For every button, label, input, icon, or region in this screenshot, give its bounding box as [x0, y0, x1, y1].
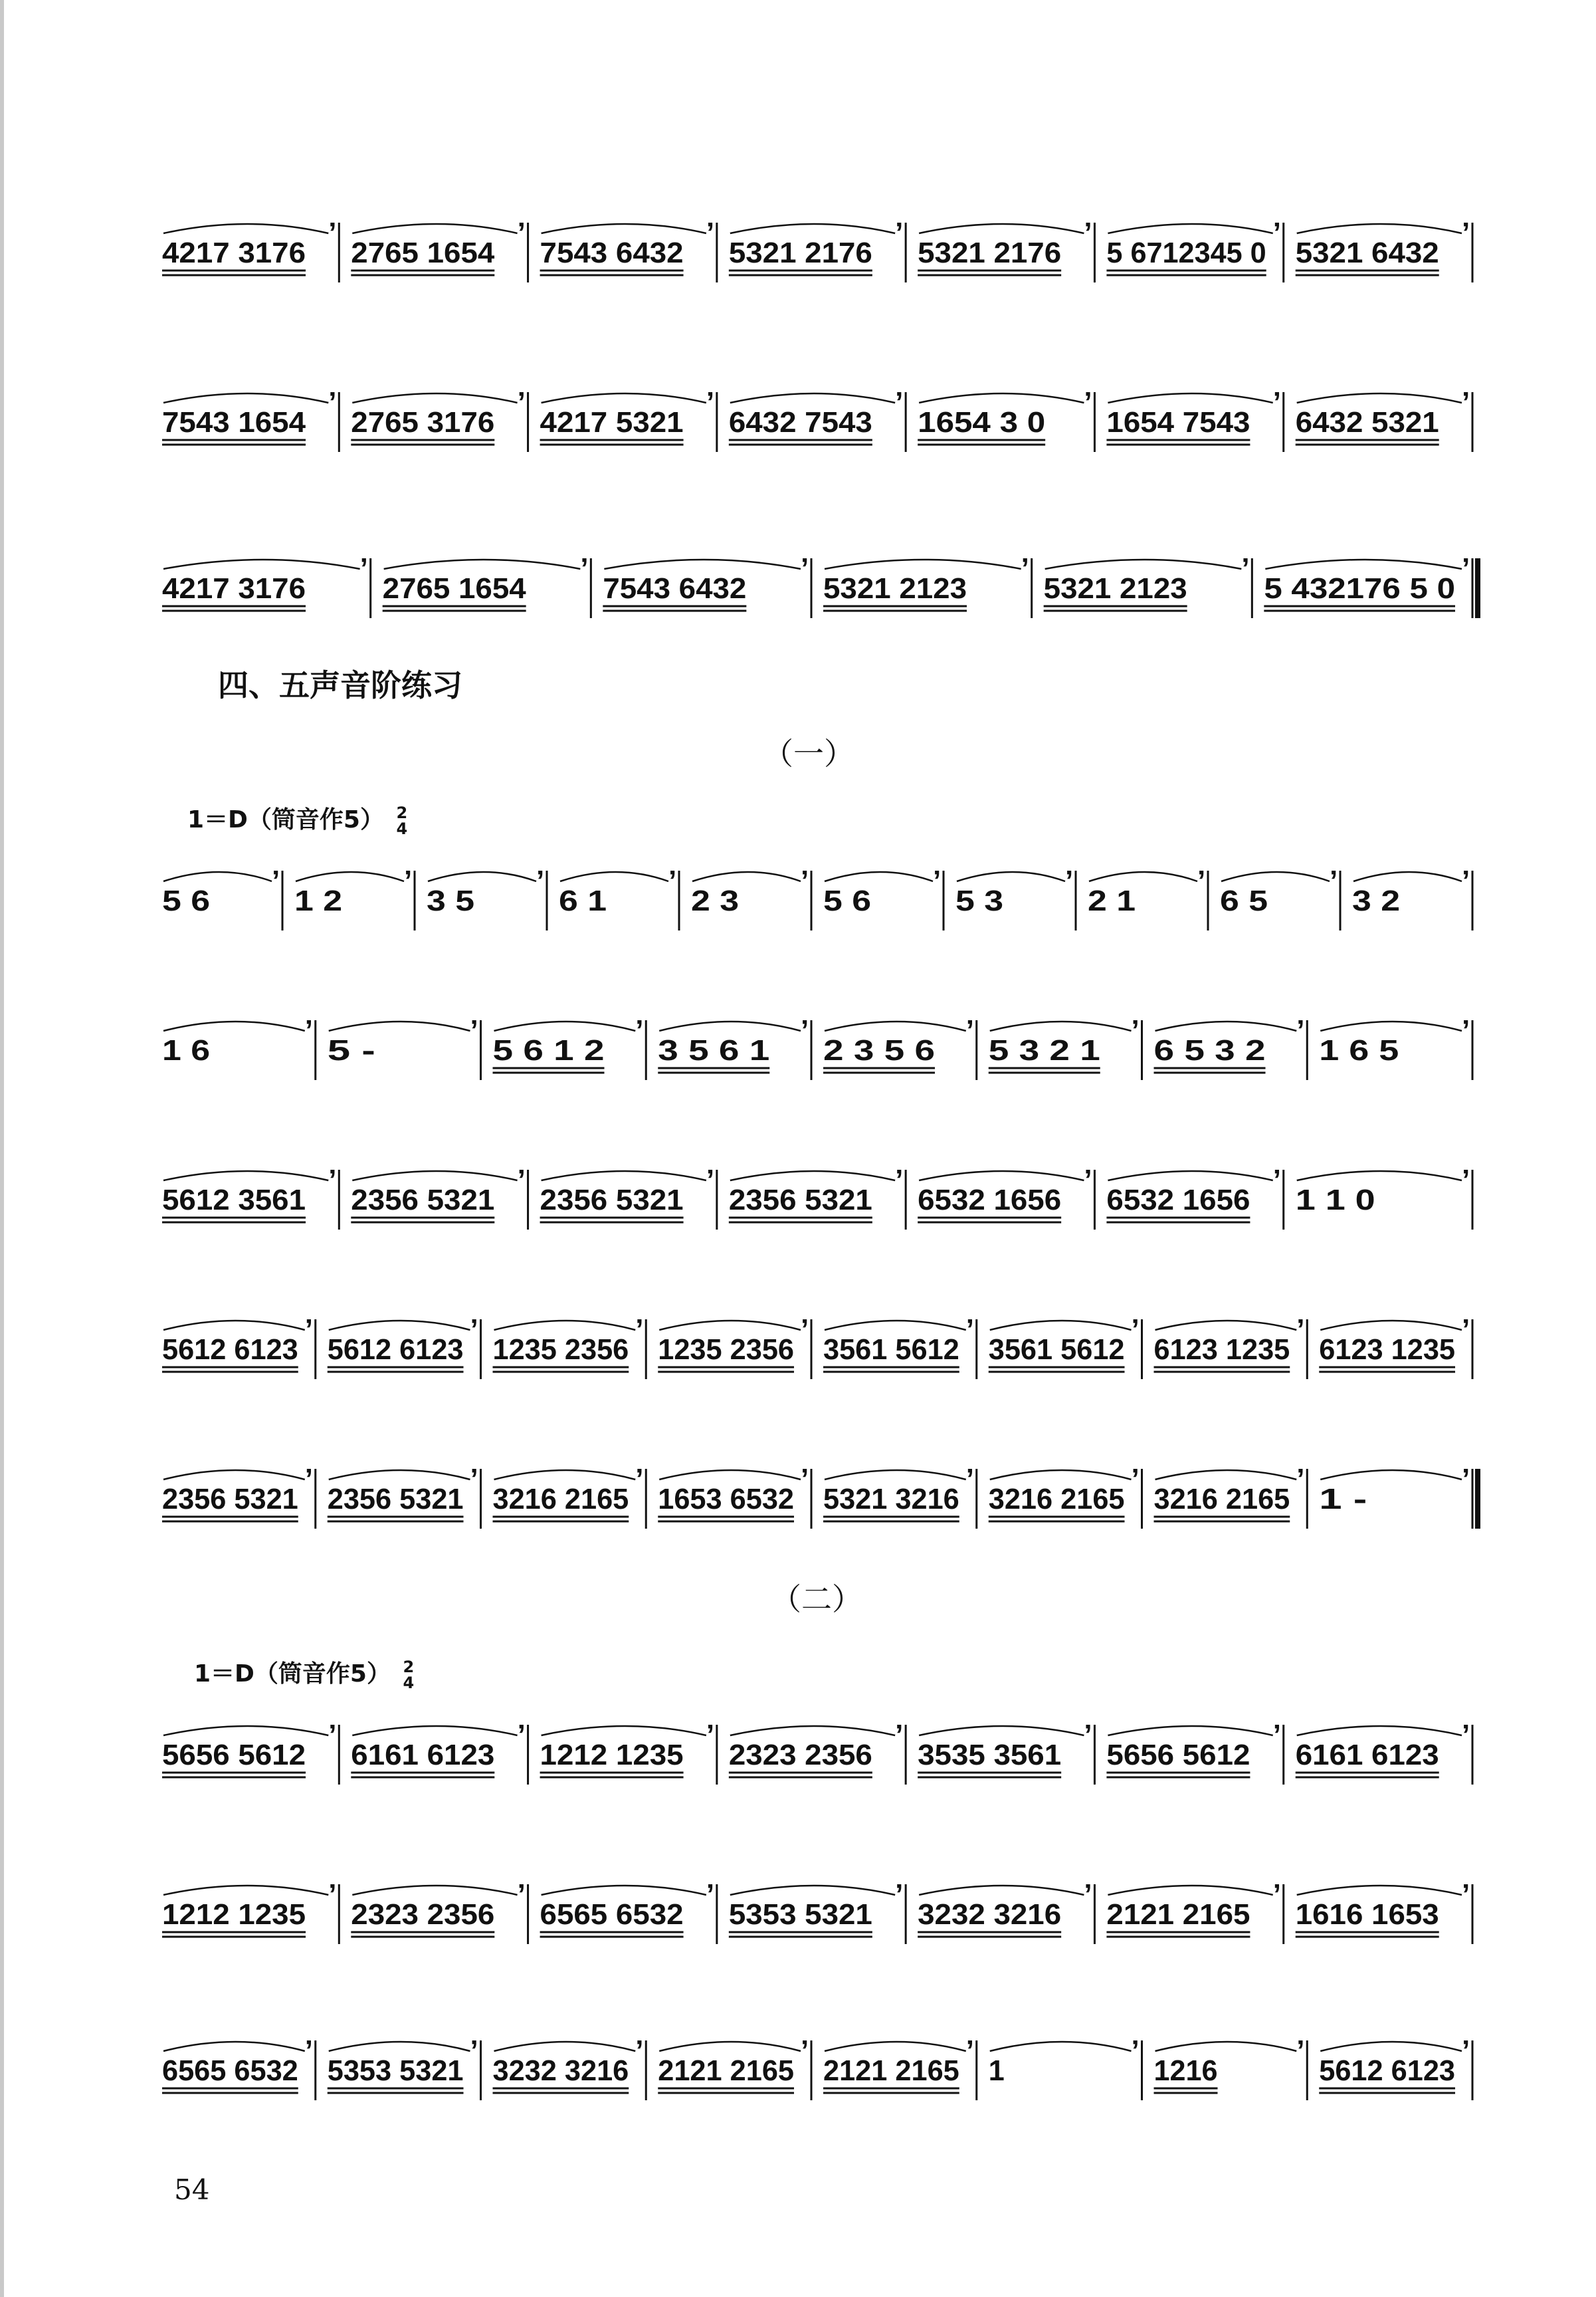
- slur-mark: [1108, 1171, 1272, 1180]
- breath-mark: ’: [470, 1313, 478, 1346]
- measure-notes: 5612 6123: [162, 1333, 298, 1366]
- slur-mark: [352, 1886, 517, 1895]
- measure-notes: 2 3 5 6: [823, 1034, 935, 1067]
- slur-mark: [329, 1022, 470, 1031]
- slur-mark: [919, 224, 1084, 233]
- slur-mark: [163, 1022, 305, 1031]
- breath-mark: ’: [328, 217, 337, 249]
- notation-row-3: [154, 535, 1476, 635]
- slur-mark: [542, 1886, 706, 1895]
- breath-mark: ’: [706, 1878, 715, 1911]
- breath-mark: ’: [1296, 1463, 1305, 1495]
- measure-notes: 1: [988, 2054, 1005, 2087]
- breath-mark: ’: [272, 865, 280, 897]
- breath-mark: ’: [1462, 386, 1470, 419]
- breath-mark: ’: [470, 1463, 478, 1495]
- time-denominator: 4: [396, 820, 408, 838]
- breath-mark: ’: [801, 1463, 809, 1495]
- exercise-1-title: （一）: [763, 736, 854, 772]
- measure-notes: 6123 1235: [1319, 1333, 1455, 1366]
- measure-notes: 5321 2123: [1043, 572, 1187, 605]
- measure-notes: 2323 2356: [351, 1898, 495, 1931]
- measure-notes: 5656 5612: [162, 1739, 306, 1771]
- breath-mark: ’: [1462, 217, 1470, 249]
- breath-mark: ’: [965, 2034, 974, 2067]
- measure-notes: 1 2: [294, 885, 342, 917]
- time-denominator: 4: [403, 1674, 415, 1692]
- slur-mark: [1155, 2042, 1297, 2051]
- slur-mark: [1108, 224, 1272, 233]
- slur-mark: [163, 1321, 305, 1330]
- exercise-2-key-signature: [194, 1655, 414, 1691]
- slur-mark: [542, 393, 706, 403]
- measure-notes: 5656 5612: [1106, 1739, 1250, 1771]
- measure-notes: 2121 2165: [658, 2054, 794, 2087]
- breath-mark: ’: [1462, 1164, 1470, 1196]
- slur-mark: [825, 1470, 966, 1479]
- notation-row-11: [154, 2017, 1476, 2117]
- breath-mark: ’: [536, 865, 545, 897]
- slur-mark: [659, 1321, 801, 1330]
- breath-mark: ’: [517, 217, 526, 249]
- slur-mark: [1297, 1886, 1462, 1895]
- slur-mark: [659, 2042, 801, 2051]
- measure-notes: 2121 2165: [823, 2054, 959, 2087]
- breath-mark: ’: [1462, 1719, 1470, 1751]
- slur-mark: [494, 2042, 636, 2051]
- measure-notes: 5 432176 5 0: [1264, 572, 1455, 605]
- breath-mark: ’: [517, 1878, 526, 1911]
- key-text: 1＝D（筒音作5）: [194, 1660, 391, 1688]
- slur-mark: [1297, 393, 1462, 403]
- breath-mark: ’: [1330, 865, 1338, 897]
- breath-mark: ’: [1296, 2034, 1305, 2067]
- slur-mark: [825, 872, 933, 881]
- breath-mark: ’: [895, 1719, 904, 1751]
- notation-row-8: [154, 1446, 1476, 1545]
- measure-notes: 3232 3216: [492, 2054, 629, 2087]
- breath-mark: ’: [304, 1014, 313, 1047]
- measure-notes: 1 1 0: [1295, 1184, 1375, 1216]
- slur-mark: [604, 560, 801, 569]
- slur-mark: [163, 393, 328, 403]
- breath-mark: ’: [304, 1463, 313, 1495]
- slur-mark: [329, 1321, 470, 1330]
- breath-mark: ’: [635, 1463, 644, 1495]
- slur-mark: [384, 560, 581, 569]
- slur-mark: [494, 1321, 636, 1330]
- breath-mark: ’: [470, 1014, 478, 1047]
- measure-notes: 7543 6432: [603, 572, 747, 605]
- slur-mark: [352, 224, 517, 233]
- breath-mark: ’: [1131, 1463, 1140, 1495]
- measure-notes: 3216 2165: [988, 1483, 1125, 1515]
- slur-mark: [163, 1886, 328, 1895]
- measure-notes: 7543 1654: [162, 406, 306, 439]
- measure-notes: 5 6: [823, 885, 871, 917]
- slur-mark: [1320, 2042, 1462, 2051]
- breath-mark: ’: [1462, 552, 1470, 585]
- notation-row-9: [154, 1701, 1476, 1801]
- slur-mark: [730, 1171, 895, 1180]
- measure-notes: 3216 2165: [1153, 1483, 1290, 1515]
- slur-mark: [1155, 1470, 1297, 1479]
- slur-mark: [163, 1726, 328, 1735]
- breath-mark: ’: [706, 386, 715, 419]
- slur-mark: [542, 224, 706, 233]
- slur-mark: [825, 1022, 966, 1031]
- slur-mark: [1297, 1171, 1462, 1180]
- measure-notes: 2323 2356: [728, 1739, 872, 1771]
- measure-notes: 2356 5321: [162, 1483, 298, 1515]
- breath-mark: ’: [470, 2034, 478, 2067]
- measure-notes: 3216 2165: [492, 1483, 629, 1515]
- slur-mark: [730, 224, 895, 233]
- slur-mark: [825, 560, 1021, 569]
- slur-mark: [1108, 1726, 1272, 1735]
- measure-notes: 1235 2356: [658, 1333, 794, 1366]
- slur-mark: [990, 1321, 1132, 1330]
- measure-notes: 1616 1653: [1295, 1898, 1439, 1931]
- slur-mark: [659, 1022, 801, 1031]
- measure-notes: 6 1: [559, 885, 607, 917]
- notation-row-10: [154, 1861, 1476, 1961]
- measure-notes: 1 6 5: [1319, 1034, 1399, 1067]
- breath-mark: ’: [965, 1463, 974, 1495]
- measure-notes: 5 6: [162, 885, 210, 917]
- measure-notes: 6565 6532: [540, 1898, 684, 1931]
- page-edge: [0, 0, 4, 2297]
- measure-notes: 5612 6123: [327, 1333, 464, 1366]
- measure-notes: 4217 3176: [162, 572, 306, 605]
- slur-mark: [692, 872, 801, 881]
- measure-notes: 1235 2356: [492, 1333, 629, 1366]
- breath-mark: ’: [706, 217, 715, 249]
- breath-mark: ’: [1084, 386, 1092, 419]
- measure-notes: 2 1: [1088, 885, 1136, 917]
- measure-notes: 1653 6532: [658, 1483, 794, 1515]
- slur-mark: [1089, 872, 1197, 881]
- section-heading: 四、五声音阶练习: [218, 667, 462, 703]
- measure-notes: 5612 3561: [162, 1184, 306, 1216]
- measure-notes: 5321 2176: [918, 237, 1062, 269]
- measure-notes: 1 -: [1319, 1483, 1367, 1515]
- measure-notes: 6161 6123: [351, 1739, 495, 1771]
- slur-mark: [957, 872, 1065, 881]
- notation-row-5: [154, 997, 1476, 1097]
- breath-mark: ’: [1084, 1719, 1092, 1751]
- slur-mark: [919, 1886, 1084, 1895]
- breath-mark: ’: [965, 1313, 974, 1346]
- slur-mark: [1320, 1022, 1462, 1031]
- measure-notes: 6123 1235: [1153, 1333, 1290, 1366]
- exercise-2-title: （二）: [771, 1581, 862, 1617]
- breath-mark: ’: [1065, 865, 1074, 897]
- measure-notes: 5353 5321: [728, 1898, 872, 1931]
- measure-notes: 2356 5321: [327, 1483, 464, 1515]
- measure-notes: 1 6: [162, 1034, 210, 1067]
- notation-row-1: [154, 199, 1476, 299]
- measure-notes: 5 3 2 1: [988, 1034, 1100, 1067]
- slur-mark: [990, 2042, 1132, 2051]
- slur-mark: [163, 224, 328, 233]
- breath-mark: ’: [359, 552, 368, 585]
- measure-notes: 5321 3216: [823, 1483, 959, 1515]
- notation-row-6: [154, 1147, 1476, 1246]
- slur-mark: [163, 1171, 328, 1180]
- breath-mark: ’: [895, 1878, 904, 1911]
- breath-mark: ’: [1084, 1164, 1092, 1196]
- measure-notes: 4217 5321: [540, 406, 684, 439]
- slur-mark: [1108, 393, 1272, 403]
- slur-mark: [542, 1171, 706, 1180]
- breath-mark: ’: [801, 1313, 809, 1346]
- measure-notes: 3535 3561: [918, 1739, 1062, 1771]
- breath-mark: ’: [517, 1719, 526, 1751]
- breath-mark: ’: [1462, 1463, 1470, 1495]
- breath-mark: ’: [1272, 1719, 1281, 1751]
- breath-mark: ’: [328, 1878, 337, 1911]
- breath-mark: ’: [635, 1313, 644, 1346]
- measure-notes: 2 3: [691, 885, 739, 917]
- breath-mark: ’: [801, 552, 809, 585]
- measure-notes: 4217 3176: [162, 237, 306, 269]
- measure-notes: 2356 5321: [728, 1184, 872, 1216]
- measure-notes: 3 5 6 1: [658, 1034, 770, 1067]
- breath-mark: ’: [965, 1014, 974, 1047]
- slur-mark: [542, 1726, 706, 1735]
- time-numerator: 2: [403, 1658, 415, 1676]
- measure-notes: 3232 3216: [918, 1898, 1062, 1931]
- slur-mark: [919, 393, 1084, 403]
- slur-mark: [1045, 560, 1242, 569]
- measure-notes: 2356 5321: [351, 1184, 495, 1216]
- slur-mark: [1353, 872, 1462, 881]
- breath-mark: ’: [1131, 1014, 1140, 1047]
- slur-mark: [659, 1470, 801, 1479]
- measure-notes: 6 5 3 2: [1153, 1034, 1266, 1067]
- measure-notes: 2765 1654: [382, 572, 527, 605]
- slur-mark: [494, 1470, 636, 1479]
- slur-mark: [163, 872, 272, 881]
- slur-mark: [1320, 1470, 1462, 1479]
- measure-notes: 1212 1235: [162, 1898, 306, 1931]
- measure-notes: 5 -: [327, 1034, 375, 1067]
- slur-mark: [825, 1321, 966, 1330]
- exercise-1-key-signature: [187, 801, 407, 837]
- slur-mark: [1265, 560, 1462, 569]
- slur-mark: [329, 1470, 470, 1479]
- breath-mark: ’: [895, 217, 904, 249]
- slur-mark: [163, 2042, 305, 2051]
- breath-mark: ’: [895, 1164, 904, 1196]
- measure-notes: 5353 5321: [327, 2054, 464, 2087]
- measure-notes: 5321 6432: [1295, 237, 1439, 269]
- measure-notes: 6565 6532: [162, 2054, 298, 2087]
- breath-mark: ’: [1272, 386, 1281, 419]
- measure-notes: 6432 7543: [728, 406, 872, 439]
- slur-mark: [329, 2042, 470, 2051]
- breath-mark: ’: [1462, 865, 1470, 897]
- breath-mark: ’: [1462, 1313, 1470, 1346]
- breath-mark: ’: [668, 865, 677, 897]
- slur-mark: [919, 1726, 1084, 1735]
- measure-notes: 3561 5612: [988, 1333, 1125, 1366]
- breath-mark: ’: [706, 1164, 715, 1196]
- breath-mark: ’: [1084, 1878, 1092, 1911]
- measure-notes: 5612 6123: [1319, 2054, 1455, 2087]
- slur-mark: [1297, 224, 1462, 233]
- measure-notes: 6 5: [1220, 885, 1268, 917]
- slur-mark: [163, 1470, 305, 1479]
- breath-mark: ’: [1296, 1014, 1305, 1047]
- measure-notes: 5 6 1 2: [492, 1034, 605, 1067]
- breath-mark: ’: [328, 1719, 337, 1751]
- measure-notes: 1216: [1153, 2054, 1218, 2087]
- slur-mark: [730, 1886, 895, 1895]
- slur-mark: [428, 872, 536, 881]
- breath-mark: ’: [580, 552, 589, 585]
- slur-mark: [1320, 1321, 1462, 1330]
- slur-mark: [1108, 1886, 1272, 1895]
- notation-row-2: [154, 369, 1476, 469]
- breath-mark: ’: [404, 865, 413, 897]
- breath-mark: ’: [706, 1719, 715, 1751]
- breath-mark: ’: [801, 2034, 809, 2067]
- measure-notes: 2765 3176: [351, 406, 495, 439]
- measure-notes: 6532 1656: [1106, 1184, 1250, 1216]
- slur-mark: [352, 1726, 517, 1735]
- key-text: 1＝D（筒音作5）: [187, 806, 384, 833]
- measure-notes: 2121 2165: [1106, 1898, 1250, 1931]
- slur-mark: [1221, 872, 1330, 881]
- slur-mark: [919, 1171, 1084, 1180]
- measure-notes: 5 6712345 0: [1106, 237, 1266, 269]
- slur-mark: [1155, 1022, 1297, 1031]
- measure-notes: 3561 5612: [823, 1333, 959, 1366]
- measure-notes: 1212 1235: [540, 1739, 684, 1771]
- notation-row-7: [154, 1296, 1476, 1396]
- final-barline: [1475, 558, 1480, 618]
- breath-mark: ’: [1462, 1878, 1470, 1911]
- breath-mark: ’: [801, 865, 809, 897]
- slur-mark: [163, 560, 360, 569]
- breath-mark: ’: [635, 1014, 644, 1047]
- measure-notes: 6432 5321: [1295, 406, 1439, 439]
- measure-notes: 5321 2123: [823, 572, 967, 605]
- breath-mark: ’: [1296, 1313, 1305, 1346]
- slur-mark: [296, 872, 404, 881]
- breath-mark: ’: [1272, 1164, 1281, 1196]
- breath-mark: ’: [1021, 552, 1029, 585]
- breath-mark: ’: [1241, 552, 1250, 585]
- breath-mark: ’: [801, 1014, 809, 1047]
- measure-notes: 6532 1656: [918, 1184, 1062, 1216]
- breath-mark: ’: [304, 1313, 313, 1346]
- slur-mark: [990, 1022, 1132, 1031]
- breath-mark: ’: [933, 865, 942, 897]
- breath-mark: ’: [1462, 1014, 1470, 1047]
- page-number: 54: [174, 2173, 210, 2206]
- measure-notes: 3 2: [1352, 885, 1400, 917]
- slur-mark: [730, 393, 895, 403]
- time-signature: [403, 1659, 415, 1691]
- slur-mark: [1155, 1321, 1297, 1330]
- measure-notes: 3 5: [427, 885, 474, 917]
- breath-mark: ’: [1131, 2034, 1140, 2067]
- notation-row-4: [154, 847, 1476, 947]
- measure-notes: 5321 2176: [728, 237, 872, 269]
- breath-mark: ’: [517, 1164, 526, 1196]
- breath-mark: ’: [1131, 1313, 1140, 1346]
- measure-notes: 7543 6432: [540, 237, 684, 269]
- breath-mark: ’: [1272, 1878, 1281, 1911]
- slur-mark: [494, 1022, 636, 1031]
- slur-mark: [560, 872, 668, 881]
- breath-mark: ’: [1197, 865, 1206, 897]
- slur-mark: [990, 1470, 1132, 1479]
- measure-notes: 5 3: [955, 885, 1003, 917]
- measure-notes: 2765 1654: [351, 237, 495, 269]
- measure-notes: 6161 6123: [1295, 1739, 1439, 1771]
- slur-mark: [825, 2042, 966, 2051]
- time-numerator: 2: [396, 804, 408, 822]
- measure-notes: 2356 5321: [540, 1184, 684, 1216]
- breath-mark: ’: [304, 2034, 313, 2067]
- breath-mark: ’: [517, 386, 526, 419]
- final-barline: [1475, 1469, 1480, 1529]
- breath-mark: ’: [635, 2034, 644, 2067]
- slur-mark: [1297, 1726, 1462, 1735]
- measure-notes: 1654 7543: [1106, 406, 1250, 439]
- slur-mark: [730, 1726, 895, 1735]
- slur-mark: [352, 1171, 517, 1180]
- breath-mark: ’: [1084, 217, 1092, 249]
- measure-notes: 1654 3 0: [918, 406, 1046, 439]
- breath-mark: ’: [1462, 2034, 1470, 2067]
- breath-mark: ’: [1272, 217, 1281, 249]
- breath-mark: ’: [328, 1164, 337, 1196]
- time-signature: [397, 805, 408, 837]
- breath-mark: ’: [895, 386, 904, 419]
- breath-mark: ’: [328, 386, 337, 419]
- slur-mark: [352, 393, 517, 403]
